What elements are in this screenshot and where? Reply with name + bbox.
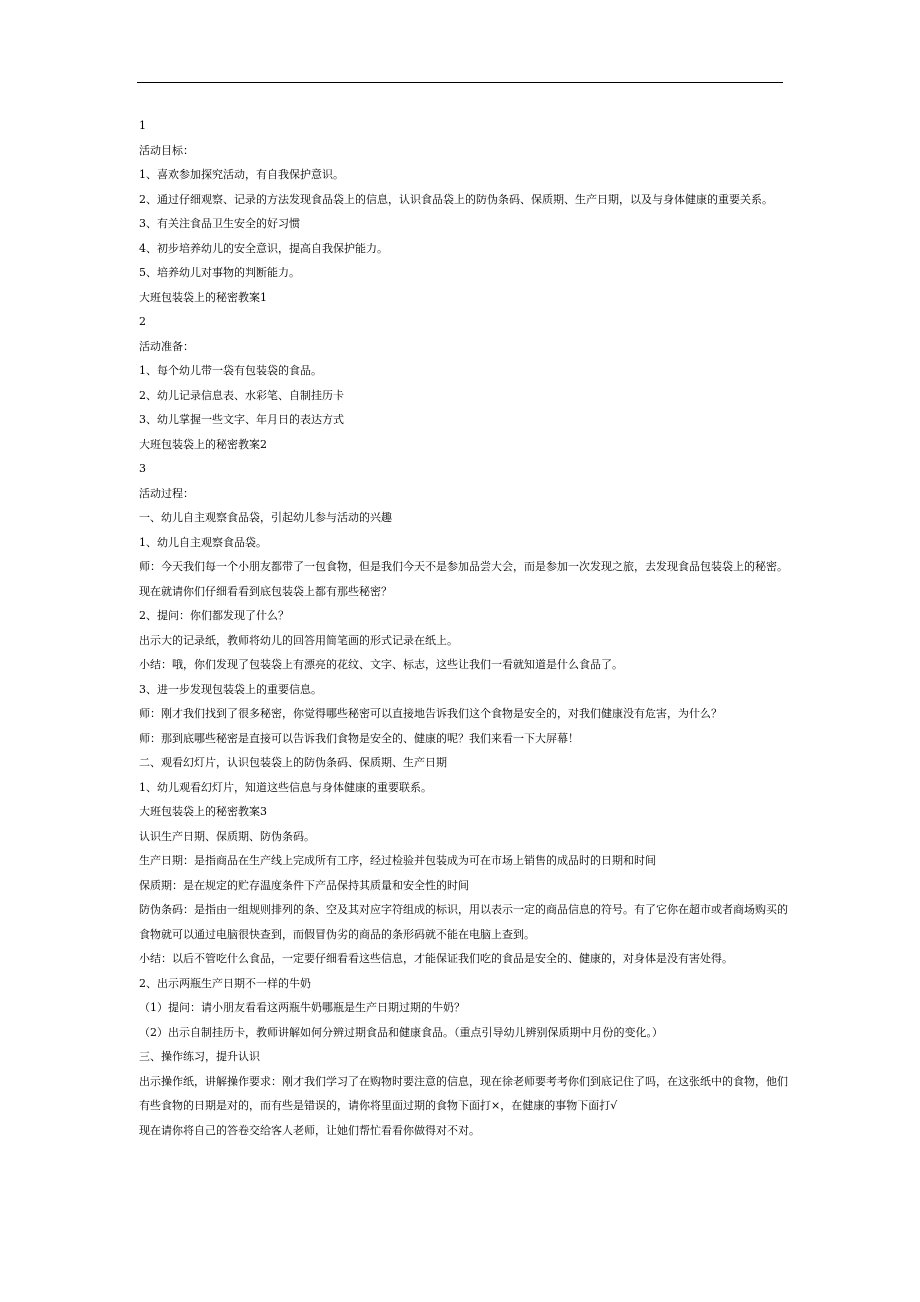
process-line: 出示操作纸，讲解操作要求：刚才我们学习了在购物时要注意的信息，现在徐老师要考考你们到底记住了吗，在这张纸中的食物，他们 xyxy=(139,1074,788,1088)
process-line: 师：那到底哪些秘密是直接可以告诉我们食物是安全的、健康的呢？我们来看一下大屏幕！ xyxy=(139,731,579,745)
process-line: 认识生产日期、保质期、防伪条码。 xyxy=(139,829,315,843)
goal-item: 5、培养幼儿对事物的判断能力。 xyxy=(139,266,300,279)
heading-activity-process: 活动过程： xyxy=(139,486,194,500)
lesson-title-1: 大班包装袋上的秘密教案1 xyxy=(139,290,267,304)
header-rule xyxy=(137,82,783,83)
process-line: （1）提问：请小朋友看看这两瓶牛奶哪瓶是生产日期过期的牛奶？ xyxy=(139,1001,465,1014)
process-line: 师：今天我们每一个小朋友都带了一包食物，但是我们今天不是参加品尝大会，而是参加一次发现之旅，去发现食品包装袋上的秘密。 xyxy=(139,560,788,573)
document-body xyxy=(139,114,789,1143)
process-line: 小结：哦，你们发现了包装袋上有漂亮的花纹、文字、标志，这些让我们一看就知道是什么食品了。 xyxy=(139,658,623,671)
preparation-item: 3、幼儿掌握一些文字、年月日的表达方式 xyxy=(139,413,344,426)
heading-activity-goals: 活动目标： xyxy=(139,143,194,157)
process-step-heading: 一、幼儿自主观察食品袋，引起幼儿参与活动的兴趣 xyxy=(139,511,392,524)
section-number-2: 2 xyxy=(139,315,146,328)
definition-barcode: 防伪条码：是指由一组规则排列的条、空及其对应字符组成的标识，用以表示一定的商品信息的符号。有了它你在超市或者商场购买的 xyxy=(139,903,788,916)
process-line: 2、出示两瓶生产日期不一样的牛奶 xyxy=(139,976,311,990)
process-line: 师：刚才我们找到了很多秘密，你觉得哪些秘密可以直接地告诉我们这个食物是安全的，对我们健康没有危害，为什么？ xyxy=(139,707,722,720)
process-line: 出示大的记录纸，教师将幼儿的回答用简笔画的形式记录在纸上。 xyxy=(139,633,458,647)
process-step-heading: 二、观看幻灯片，认识包装袋上的防伪条码、保质期、生产日期 xyxy=(139,756,447,769)
lesson-title-3: 大班包装袋上的秘密教案3 xyxy=(139,805,267,818)
definition-shelf-life: 保质期：是在规定的贮存温度条件下产品保持其质量和安全性的时间 xyxy=(139,878,469,892)
definition-production-date: 生产日期：是指商品在生产线上完成所有工序，经过检验并包装成为可在市场上销售的成品时的日期和时间 xyxy=(139,854,656,867)
section-number-3: 3 xyxy=(139,462,146,475)
process-line: 1、幼儿自主观察食品袋。 xyxy=(139,535,267,549)
heading-activity-preparation: 活动准备： xyxy=(139,339,194,353)
goal-item: 2、通过仔细观察、记录的方法发现食品袋上的信息，认识食品袋上的防伪条码、保质期、生产日期，以及与身体健康的重要关系。 xyxy=(139,192,773,206)
process-line: 小结：以后不管吃什么食品，一定要仔细看看这些信息，才能保证我们吃的食品是安全的、健康的，对身体是没有害处得。 xyxy=(139,952,733,965)
process-line: 1、幼儿观看幻灯片，知道这些信息与身体健康的重要联系。 xyxy=(139,780,432,794)
goal-item: 4、初步培养幼儿的安全意识，提高自我保护能力。 xyxy=(139,241,388,255)
process-line: 2、提问：你们都发现了什么？ xyxy=(139,609,289,622)
process-line: 现在就请你们仔细看看到底包装袋上都有那些秘密？ xyxy=(139,584,392,598)
process-line: 3、进一步发现包装袋上的重要信息。 xyxy=(139,682,322,696)
process-line: （2）出示自制挂历卡，教师讲解如何分辨过期食品和健康食品。（重点引导幼儿辨别保质期中月份的变化。） xyxy=(139,1025,663,1039)
definition-barcode-continued: 食物就可以通过电脑很快查到，而假冒伪劣的商品的条形码就不能在电脑上查到。 xyxy=(139,927,535,941)
preparation-item: 1、每个幼儿带一袋有包装袋的食品。 xyxy=(139,364,322,377)
lesson-title-2: 大班包装袋上的秘密教案2 xyxy=(139,437,267,451)
section-number-1: 1 xyxy=(139,119,146,132)
goal-item: 3、有关注食品卫生安全的好习惯 xyxy=(139,217,300,230)
process-line: 有些食物的日期是对的，而有些是错误的，请你将里面过期的食物下面打×，在健康的事物下面打√ xyxy=(139,1099,618,1112)
preparation-item: 2、幼儿记录信息表、水彩笔、自制挂历卡 xyxy=(139,388,344,402)
process-step-heading: 三、操作练习，提升认识 xyxy=(139,1050,260,1063)
process-line: 现在请你将自己的答卷交给客人老师，让她们帮忙看看你做得对不对。 xyxy=(139,1123,480,1137)
goal-item: 1、喜欢参加探究活动，有自我保护意识。 xyxy=(139,168,344,181)
